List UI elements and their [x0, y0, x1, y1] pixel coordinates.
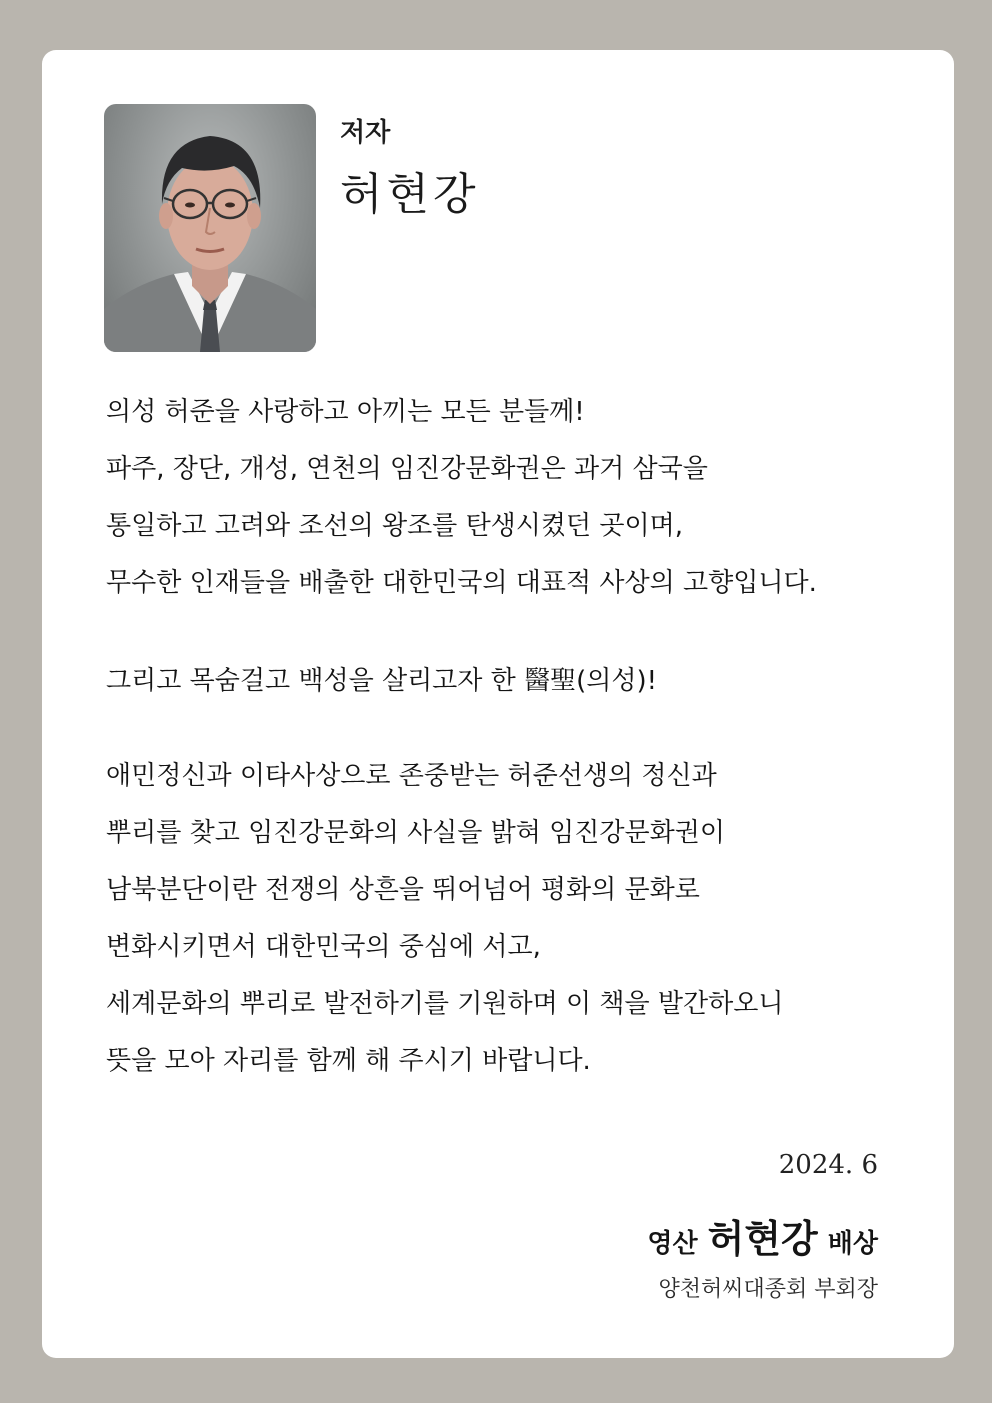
- portrait-icon: [104, 104, 316, 352]
- text-line: 통일하고 고려와 조선의 왕조를 탄생시켰던 곳이며,: [106, 511, 684, 541]
- text-line: 뜻을 모아 자리를 함께 해 주시기 바랍니다.: [106, 1046, 591, 1076]
- text-line: 파주, 장단, 개성, 연천의 임진강문화권은 과거 삼국을: [106, 454, 708, 484]
- signature-suffix: 배상: [827, 1229, 878, 1259]
- signature-name: 허현강: [707, 1216, 818, 1261]
- text-line: 남북분단이란 전쟁의 상흔을 뛰어넘어 평화의 문화로: [106, 875, 700, 905]
- paragraph-purpose: [106, 748, 906, 1090]
- letter-body: [106, 384, 906, 1090]
- paragraph-uiseong: [106, 653, 906, 710]
- text-line: 의성 허준을 사랑하고 아끼는 모든 분들께!: [106, 397, 585, 427]
- letter-card: [42, 50, 954, 1358]
- signature: [647, 1208, 878, 1263]
- paragraph-greeting: [106, 384, 906, 612]
- text-line: 애민정신과 이타사상으로 존중받는 허준선생의 정신과: [106, 761, 717, 791]
- text-line: 세계문화의 뿌리로 발전하기를 기원하며 이 책을 발간하오니: [106, 989, 784, 1019]
- author-label: 저자: [340, 118, 391, 148]
- letter-date: 2024. 6: [778, 1150, 878, 1180]
- text-line: 뿌리를 찾고 임진강문화의 사실을 밝혀 임진강문화권이: [106, 818, 725, 848]
- author-affiliation: 양천허씨대종회 부회장: [658, 1277, 878, 1302]
- text-line: 무수한 인재들을 배출한 대한민국의 대표적 사상의 고향입니다.: [106, 568, 817, 598]
- author-photo: [104, 104, 316, 352]
- text-line: 변화시키면서 대한민국의 중심에 서고,: [106, 932, 541, 962]
- signature-prefix: 영산: [647, 1229, 698, 1259]
- text-line: 그리고 목숨걸고 백성을 살리고자 한 醫聖(의성)!: [106, 666, 658, 696]
- author-name: 허현강: [340, 169, 480, 220]
